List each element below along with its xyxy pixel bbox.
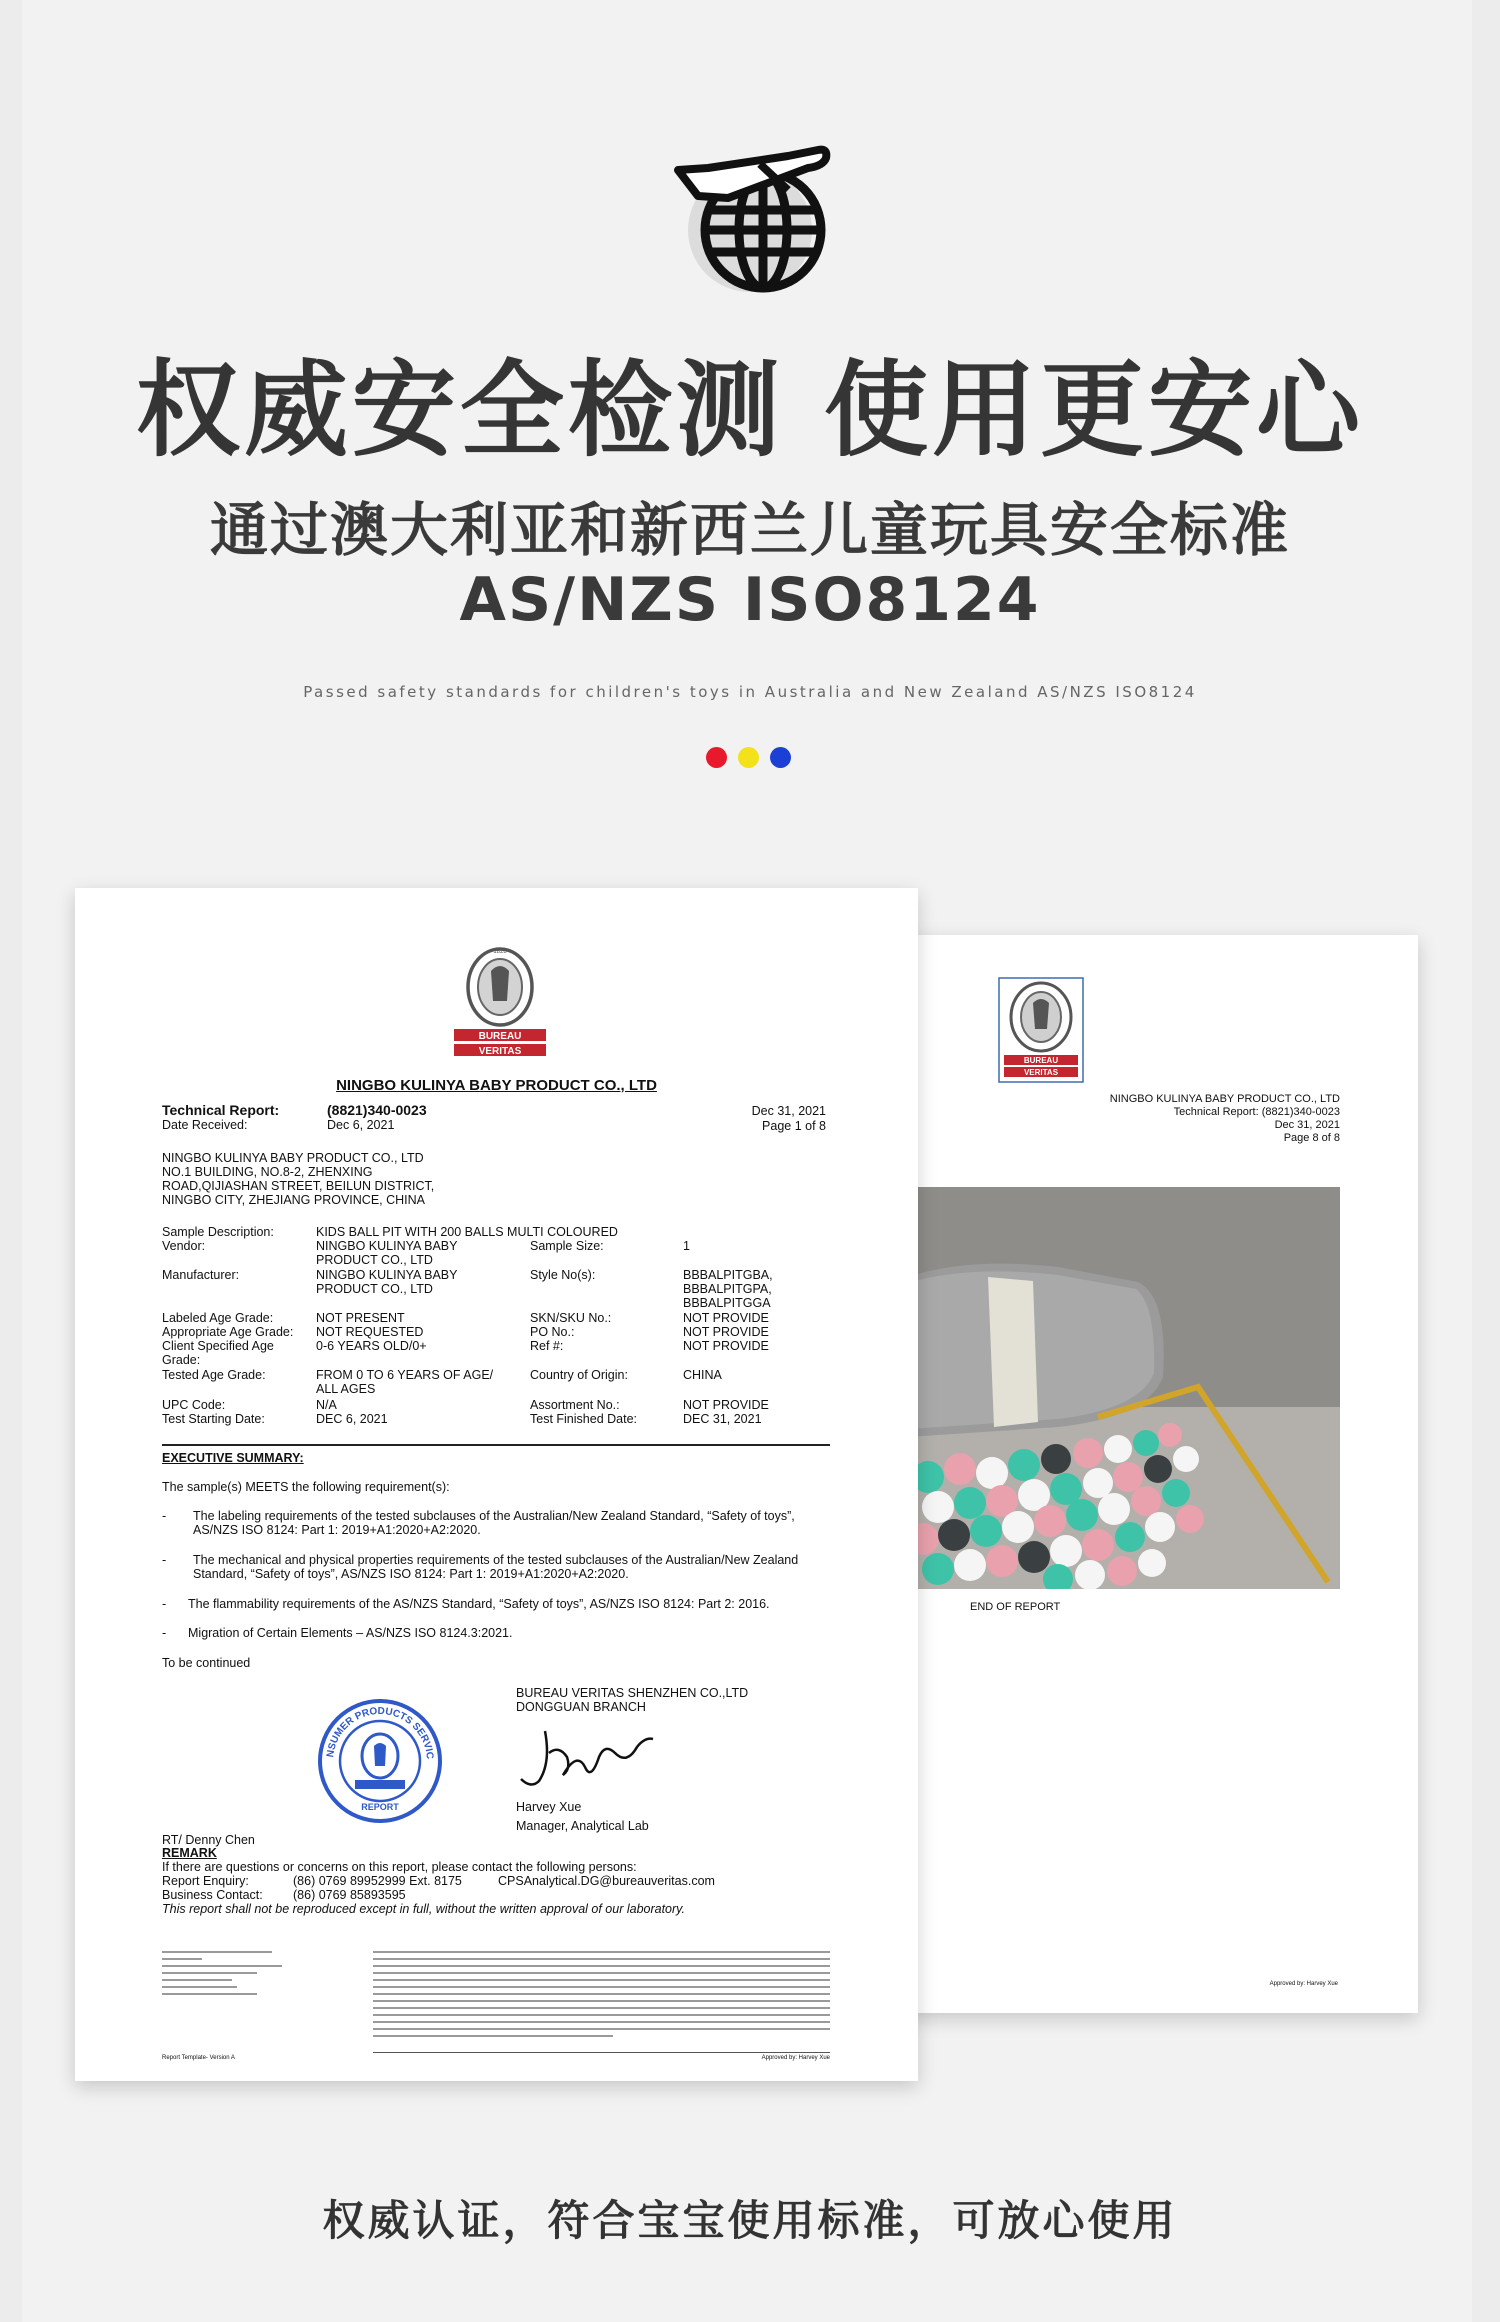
field-label: Country of Origin: <box>530 1368 628 1382</box>
field-label: Tested Age Grade: <box>162 1368 266 1382</box>
bullet: - <box>162 1626 167 1640</box>
report-page-1 <box>75 888 918 2081</box>
address-line: NINGBO CITY, ZHEJIANG PROVINCE, CHINA <box>162 1193 426 1207</box>
remark-text: If there are questions or concerns on this report, please contact the following persons: <box>162 1860 637 1874</box>
back-tech-report: Technical Report: (8821)340-0023 <box>1173 1106 1340 1118</box>
field-label: Test Finished Date: <box>530 1412 637 1426</box>
field-value: KIDS BALL PIT WITH 200 BALLS MULTI COLOURED <box>316 1225 618 1239</box>
field-label: Appropriate Age Grade: <box>162 1325 294 1339</box>
back-company: NINGBO KULINYA BABY PRODUCT CO., LTD <box>1109 1093 1340 1105</box>
field-label: Sample Size: <box>530 1239 604 1253</box>
back-approved-by: Approved by: Harvey Xue <box>1269 1981 1338 1987</box>
field-value: NOT PROVIDE <box>683 1311 769 1325</box>
field-value: ALL AGES <box>316 1382 376 1396</box>
field-value: NOT REQUESTED <box>316 1325 424 1339</box>
field-label: Style No(s): <box>530 1268 596 1282</box>
field-value: NOT PROVIDE <box>683 1398 769 1412</box>
english-caption: Passed safety standards for children's toys in Australia and New Zealand AS/NZS ISO8124 <box>303 683 1197 701</box>
stamp-text: NSUMER PRODUCTS SERVIC <box>325 1705 436 1760</box>
page-number: Page 1 of 8 <box>762 1119 826 1133</box>
template-version: Report Template- Version A <box>162 2055 235 2061</box>
company-title: NINGBO KULINYA BABY PRODUCT CO., LTD <box>336 1077 657 1094</box>
bullet: - <box>162 1597 167 1611</box>
yellow-dot <box>738 747 759 768</box>
requirement-text: Migration of Certain Elements – AS/NZS ISO 8124.3:2021. <box>188 1626 513 1640</box>
signature <box>515 1723 655 1793</box>
subtitle-line-2: AS/NZS ISO8124 <box>459 565 1041 635</box>
approved-by: Approved by: Harvey Xue <box>761 2055 830 2061</box>
blue-dot <box>770 747 791 768</box>
rt-name: RT/ Denny Chen <box>162 1833 255 1847</box>
requirement-text: The flammability requirements of the AS/NZS Standard, “Safety of toys”, AS/NZS ISO 8124: Part 2: 2016. <box>188 1597 770 1611</box>
bureau-veritas-seal-small <box>998 977 1084 1083</box>
company-fine-print <box>162 1951 282 2000</box>
back-date: Dec 31, 2021 <box>1274 1119 1340 1131</box>
field-value: BBBALPITGGA <box>683 1296 771 1310</box>
seal-year: 1828 <box>493 949 507 955</box>
report-date: Dec 31, 2021 <box>751 1104 826 1118</box>
field-label: PO No.: <box>530 1325 575 1339</box>
enquiry-phone: (86) 0769 89952999 Ext. 8175 <box>293 1874 462 1888</box>
subtitle-line-1: 通过澳大利亚和新西兰儿童玩具安全标准 <box>209 496 1290 564</box>
field-value: 0-6 YEARS OLD/0+ <box>316 1339 427 1353</box>
lab-name: DONGGUAN BRANCH <box>516 1700 646 1714</box>
color-dots <box>706 747 796 769</box>
exec-intro: The sample(s) MEETS the following requirement(s): <box>162 1480 450 1494</box>
bullet: - <box>162 1553 167 1567</box>
headline: 权威安全检测 使用更安心 <box>135 349 1365 471</box>
field-label: Manufacturer: <box>162 1268 240 1282</box>
field-label: UPC Code: <box>162 1398 226 1412</box>
enquiry-email: CPSAnalytical.DG@bureauveritas.com <box>498 1874 715 1888</box>
signer-name: Harvey Xue <box>516 1800 582 1814</box>
enquiry-label: Report Enquiry: <box>162 1874 249 1888</box>
address-line: NINGBO KULINYA BABY PRODUCT CO., LTD <box>162 1151 424 1165</box>
field-label: Vendor: <box>162 1239 206 1253</box>
field-value: FROM 0 TO 6 YEARS OF AGE/ <box>316 1368 494 1382</box>
date-received-label: Date Received: <box>162 1118 248 1132</box>
seal-word-1: BUREAU <box>478 1031 522 1042</box>
red-dot <box>706 747 727 768</box>
bottom-rule <box>373 2052 830 2053</box>
address-line: ROAD,QIJIASHAN STREET, BEILUN DISTRICT, <box>162 1179 435 1193</box>
business-phone: (86) 0769 85893595 <box>293 1888 406 1902</box>
field-value: NOT PROVIDE <box>683 1339 769 1353</box>
field-label: Labeled Age Grade: <box>162 1311 274 1325</box>
consumer-products-stamp <box>315 1696 445 1826</box>
exec-summary-title: EXECUTIVE SUMMARY: <box>162 1451 304 1465</box>
end-of-report: END OF REPORT <box>970 1601 1061 1613</box>
stamp-bottom: REPORT <box>361 1802 399 1812</box>
field-value: DEC 6, 2021 <box>316 1412 388 1426</box>
requirement-text: AS/NZS ISO 8124: Part 1: 2019+A1:2020+A2:2020. <box>193 1523 481 1537</box>
field-value: 1 <box>683 1239 690 1253</box>
legal-fine-print <box>373 1951 830 2042</box>
field-value: PRODUCT CO., LTD <box>316 1253 433 1267</box>
field-value: DEC 31, 2021 <box>683 1412 762 1426</box>
field-value: CHINA <box>683 1368 722 1382</box>
bureau-veritas-seal <box>450 943 550 1061</box>
to-be-continued: To be continued <box>162 1656 251 1670</box>
field-value: N/A <box>316 1398 337 1412</box>
field-value: BBBALPITGPA, <box>683 1282 772 1296</box>
field-label: Assortment No.: <box>530 1398 620 1412</box>
field-value: NINGBO KULINYA BABY <box>316 1268 458 1282</box>
field-value: PRODUCT CO., LTD <box>316 1282 433 1296</box>
remark-title: REMARK <box>162 1846 217 1860</box>
bullet: - <box>162 1509 167 1523</box>
divider <box>162 1444 830 1446</box>
signer-title: Manager, Analytical Lab <box>516 1819 649 1833</box>
seal-word-2: VERITAS <box>1023 1068 1059 1077</box>
tech-report-number: (8821)340-0023 <box>327 1102 427 1118</box>
field-label: Ref #: <box>530 1339 564 1353</box>
field-label: Grade: <box>162 1353 201 1367</box>
field-value: NOT PROVIDE <box>683 1325 769 1339</box>
report-page-8 <box>908 935 1418 2013</box>
seal-word-2: VERITAS <box>478 1046 522 1057</box>
field-value: NOT PRESENT <box>316 1311 405 1325</box>
address-line: NO.1 BUILDING, NO.8-2, ZHENXING <box>162 1165 373 1179</box>
field-label: Test Starting Date: <box>162 1412 265 1426</box>
business-label: Business Contact: <box>162 1888 263 1902</box>
date-received: Dec 6, 2021 <box>327 1118 395 1132</box>
requirement-text: The mechanical and physical properties requirements of the tested subclauses of the Australian/New Zealand <box>193 1553 799 1567</box>
back-page: Page 8 of 8 <box>1283 1132 1340 1144</box>
seal-word-1: BUREAU <box>1023 1056 1059 1065</box>
field-label: SKN/SKU No.: <box>530 1311 612 1325</box>
tech-report-label: Technical Report: <box>162 1102 280 1118</box>
footer-caption: 权威认证，符合宝宝使用标准，可放心使用 <box>322 2196 1178 2245</box>
field-label: Client Specified Age <box>162 1339 274 1353</box>
field-value: BBBALPITGBA, <box>683 1268 773 1282</box>
requirement-text: Standard, “Safety of toys”, AS/NZS ISO 8124: Part 1: 2019+A1:2020+A2:2020. <box>193 1567 629 1581</box>
requirement-text: The labeling requirements of the tested subclauses of the Australian/New Zealand Standard, “Safety of toys”, <box>193 1509 795 1523</box>
field-value: NINGBO KULINYA BABY <box>316 1239 458 1253</box>
product-photo <box>908 1187 1340 1589</box>
field-label: Sample Description: <box>162 1225 274 1239</box>
disclaimer: This report shall not be reproduced except in full, without the written approval of our laboratory. <box>162 1902 685 1916</box>
globe-airplane-icon <box>668 138 838 308</box>
lab-name: BUREAU VERITAS SHENZHEN CO.,LTD <box>516 1686 749 1700</box>
